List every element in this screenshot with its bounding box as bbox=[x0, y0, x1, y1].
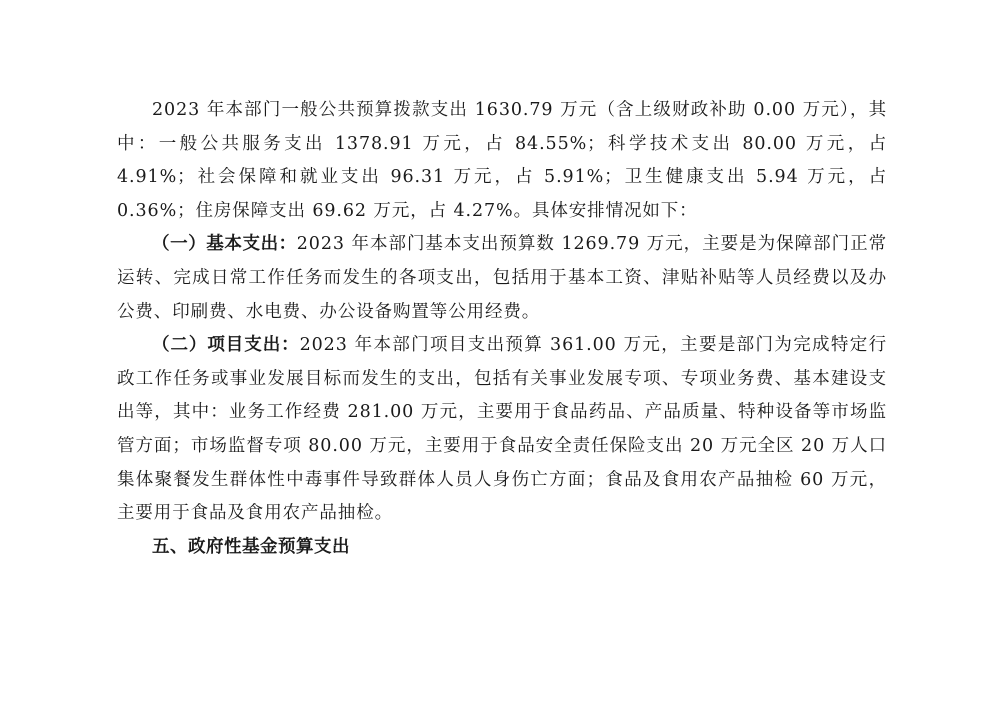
project-expenditure-paragraph bbox=[117, 329, 887, 531]
project-expenditure-text: 2023 年本部门项目支出预算 361.00 万元，主要是部门为完成特定行政工作任务或事业发展目标而发生的支出，包括有关事业发展专项、专项业务费、基本建设支出等，其中：业务工作经费 281.00 万元，主要用于食品药品、产品质量、特种设备等市场监管方面；市场监督专项 80.00 万元，主要用于食品安全责任保险支出 20 万元全区 20 万人口集体聚餐发生群体性中毒事件导致群体人员人身伤亡方面；食品及食用农产品抽检 60 万元，主要用于食品及食用农产品抽检。 bbox=[117, 335, 887, 524]
intro-paragraph: 2023 年本部门一般公共预算拨款支出 1630.79 万元（含上级财政补助 0.00 万元），其中：一般公共服务支出 1378.91 万元，占 84.55%；科学技术支出 80.00 万元，占 4.91%；社会保障和就业支出 96.31 万元，占 5.91%；卫生健康支出 5.94 万元，占 0.36%；住房保障支出 69.62 万元，占 4.27%。具体安排情况如下： bbox=[117, 100, 887, 221]
section-heading: 五、政府性基金预算支出 bbox=[152, 536, 350, 557]
document-page bbox=[117, 94, 887, 564]
project-expenditure-label: （二）项目支出： bbox=[152, 335, 300, 356]
basic-expenditure-text: 2023 年本部门基本支出预算数 1269.79 万元，主要是为保障部门正常运转、完成日常工作任务而发生的各项支出，包括用于基本工资、津贴补贴等人员经费以及办公费、印刷费、水电费、办公设备购置等公用经费。 bbox=[117, 234, 888, 322]
basic-expenditure-label: （一）基本支出： bbox=[152, 234, 297, 255]
basic-expenditure-paragraph bbox=[117, 228, 887, 329]
